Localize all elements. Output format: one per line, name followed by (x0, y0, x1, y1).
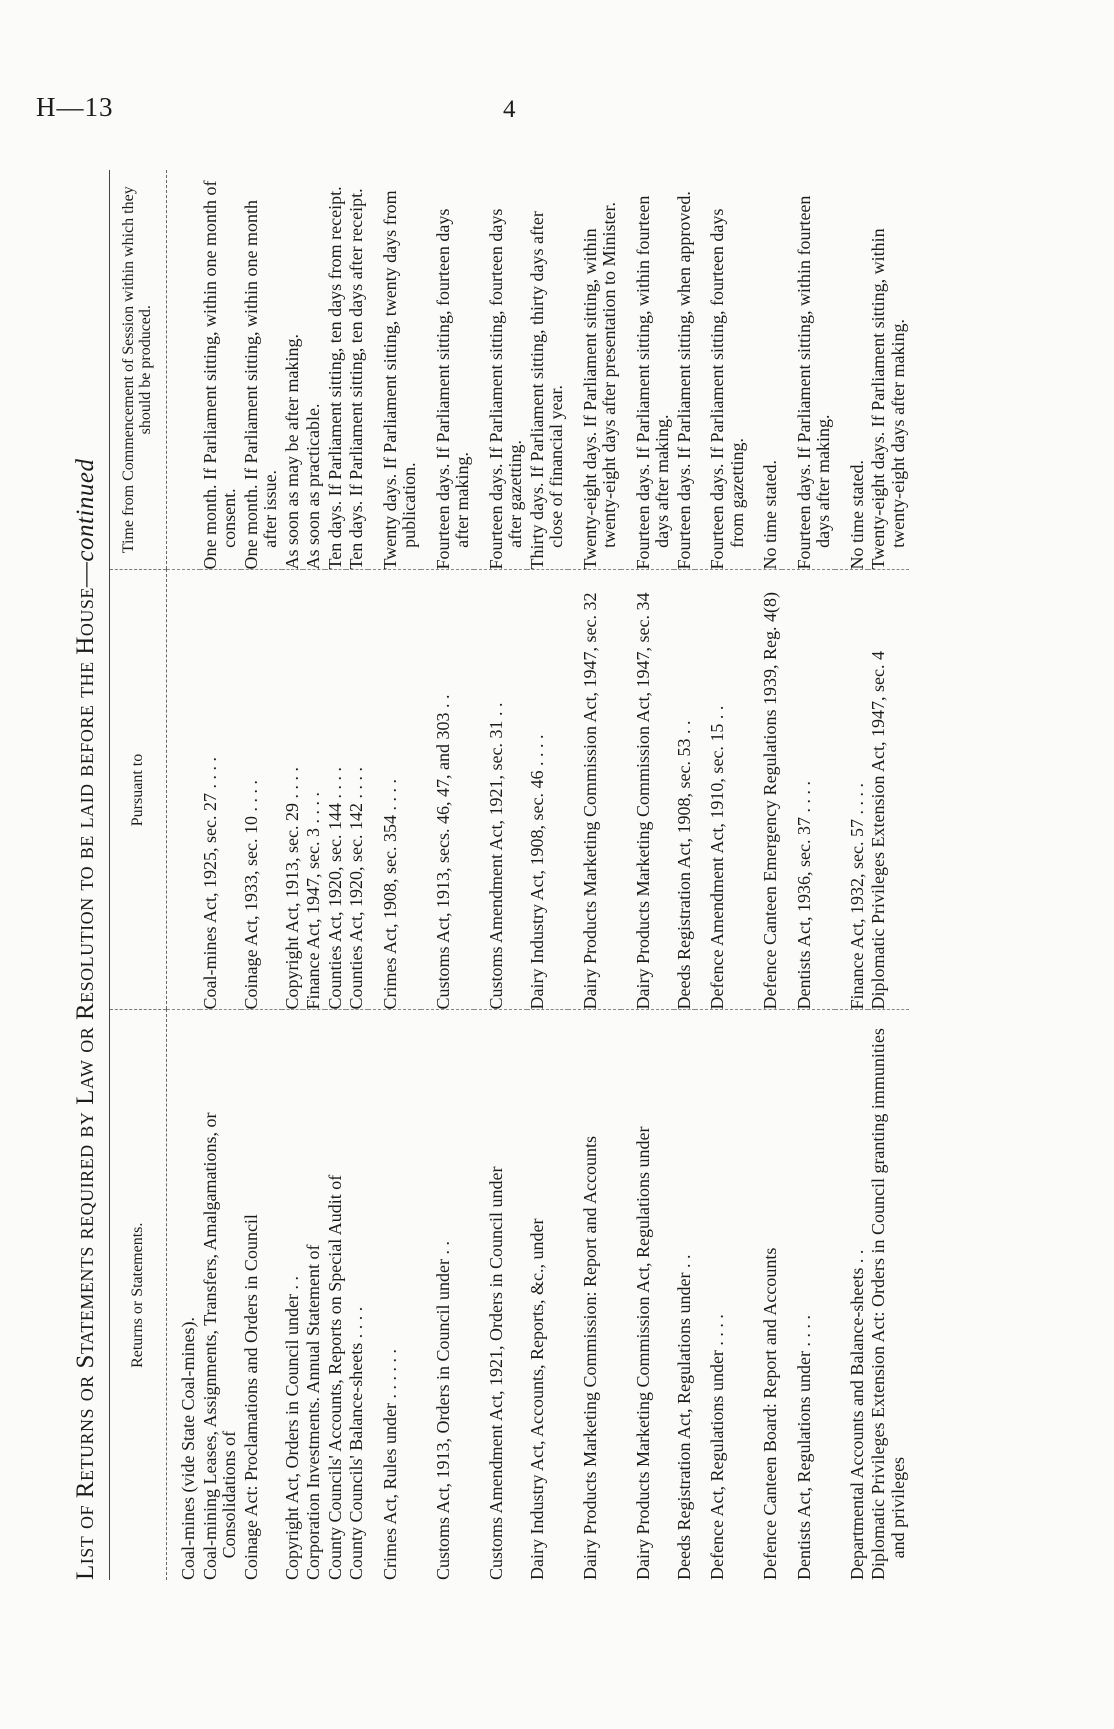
table-row (568, 170, 621, 1580)
table-row (241, 170, 282, 1580)
table-row (835, 170, 869, 1580)
cell-returns: Corporation Investments. Annual Statement of (303, 1244, 323, 1580)
cell-returns: Dairy Industry Act, Accounts, Reports, &c., under (526, 1218, 547, 1580)
cell-time: Twenty-eight days. If Parliament sitting, within twenty-eight days after presentation to Minister. (568, 170, 621, 570)
title-dash: — (72, 561, 99, 588)
cell-pursuant: Copyright Act, 1913, sec. 29 . . . . (282, 570, 304, 1010)
cell-pursuant: Counties Act, 1920, sec. 142 . . . . (346, 570, 368, 1010)
cell-returns: Customs Act, 1913, Orders in Council under . . (432, 1241, 453, 1580)
table-row (695, 170, 748, 1580)
cell-pursuant: Coal-mines Act, 1925, sec. 27 . . . . (200, 570, 241, 1010)
cell-time (167, 170, 200, 570)
table-title-continued: continued (72, 458, 99, 562)
cell-returns: Defence Act, Regulations under . . . . (707, 1314, 727, 1580)
table-title (63, 170, 109, 1580)
table-header-row (110, 170, 167, 1580)
table-row (782, 170, 835, 1580)
rotated-table-block (63, 170, 1033, 1580)
cell-time: Ten days. If Parliament sitting, ten days from receipt. (325, 170, 347, 570)
cell-pursuant: Dentists Act, 1936, sec. 37 . . . . (782, 570, 835, 1010)
cell-pursuant: Dairy Industry Act, 1908, sec. 46 . . . . (527, 570, 568, 1010)
cell-pursuant: Customs Act, 1913, secs. 46, 47, and 303 . . (421, 570, 474, 1010)
cell-time: Twenty-eight days. If Parliament sitting, within twenty-eight days after making. (868, 170, 909, 570)
page-reference: H—13 (36, 92, 114, 122)
cell-time: One month. If Parliament sitting, within one month after issue. (241, 170, 282, 570)
header-pursuant: Pursuant to (110, 570, 167, 1010)
cell-pursuant: Finance Act, 1947, sec. 3 . . . . (303, 570, 325, 1010)
table-row (748, 170, 782, 1580)
table-row (346, 170, 368, 1580)
cell-returns: Crimes Act, Rules under . . . . . . (379, 1349, 400, 1580)
page-number: 4 (503, 96, 516, 123)
table-row (674, 170, 696, 1580)
cell-returns: Customs Amendment Act, 1921, Orders in Council under (485, 1166, 506, 1580)
cell-time: Thirty days. If Parliament sitting, thirty days after close of financial year. (527, 170, 568, 570)
cell-pursuant: Counties Act, 1920, sec. 144 . . . . (325, 570, 347, 1010)
table-row (527, 170, 568, 1580)
table-row (200, 170, 241, 1580)
cell-time: Fourteen days. If Parliament sitting, fourteen days after gazetting. (474, 170, 527, 570)
table-title-main: List of Returns or Statements required by Law or Resolution to be laid before the House (72, 587, 99, 1580)
cell-time: Fourteen days. If Parliament sitting, within fourteen days after making. (782, 170, 835, 570)
cell-time: No time stated. (748, 170, 782, 570)
table-row (421, 170, 474, 1580)
table-row (167, 170, 200, 1580)
cell-returns: Copyright Act, Orders in Council under . . (281, 1276, 302, 1580)
table-row (325, 170, 347, 1580)
returns-table (109, 170, 909, 1580)
cell-time: As soon as may be after making. (282, 170, 304, 570)
cell-returns: Coal-mines (vide State Coal-mines). (178, 1317, 198, 1580)
cell-pursuant: Defence Canteen Emergency Regulations 1939, Reg. 4(8) (748, 570, 782, 1010)
cell-returns: Dairy Products Marketing Commission: Report and Accounts (579, 1136, 600, 1580)
cell-pursuant: Diplomatic Privileges Extension Act, 1947, sec. 4 (868, 570, 909, 1010)
cell-returns: Departmental Accounts and Balance-sheets . . (846, 1249, 867, 1580)
cell-returns: Deeds Registration Act, Regulations under . . (673, 1254, 694, 1580)
table-body (167, 170, 910, 1580)
cell-returns: County Councils' Balance-sheets . . . . (346, 1306, 366, 1580)
cell-pursuant: Finance Act, 1932, sec. 57 . . . . (835, 570, 869, 1010)
cell-pursuant: Crimes Act, 1908, sec. 354 . . . . (368, 570, 421, 1010)
table-row (868, 170, 909, 1580)
table-row (368, 170, 421, 1580)
cell-returns: Coal-mining Leases, Assignments, Transfers, Amalgamations, or Consolidations of (199, 1112, 239, 1580)
cell-returns: Diplomatic Privileges Extension Act: Orders in Council granting immunities and privileges (868, 1028, 908, 1580)
table-row (621, 170, 674, 1580)
cell-pursuant: Defence Amendment Act, 1910, sec. 15 . . (695, 570, 748, 1010)
cell-pursuant: Dairy Products Marketing Commission Act, 1947, sec. 34 (621, 570, 674, 1010)
cell-pursuant: Deeds Registration Act, 1908, sec. 53 . . (674, 570, 696, 1010)
cell-returns: County Councils' Accounts, Reports on Special Audit of (324, 1174, 345, 1580)
cell-time: As soon as practicable. (303, 170, 325, 570)
cell-pursuant (167, 570, 200, 1010)
cell-pursuant: Coinage Act, 1933, sec. 10 . . . . (241, 570, 282, 1010)
cell-time: Fourteen days. If Parliament sitting, when approved. (674, 170, 696, 570)
cell-pursuant: Customs Amendment Act, 1921, sec. 31 . . (474, 570, 527, 1010)
table-row (303, 170, 325, 1580)
cell-time: Fourteen days. If Parliament sitting, within fourteen days after making. (621, 170, 674, 570)
cell-time: Fourteen days. If Parliament sitting, fourteen days after making. (421, 170, 474, 570)
cell-returns: Dairy Products Marketing Commission Act, Regulations under (632, 1126, 653, 1580)
cell-returns: Dentists Act, Regulations under . . . . (793, 1315, 814, 1580)
cell-time: One month. If Parliament sitting, within one month of consent. (200, 170, 241, 570)
table-row (282, 170, 304, 1580)
cell-time: Twenty days. If Parliament sitting, twenty days from publication. (368, 170, 421, 570)
header-time: Time from Commencement of Session within which they should be produced. (110, 170, 167, 570)
table-row (474, 170, 527, 1580)
header-returns: Returns or Statements. (110, 1010, 167, 1580)
cell-returns: Defence Canteen Board: Report and Accounts (760, 1247, 780, 1580)
cell-time: Ten days. If Parliament sitting, ten days after receipt. (346, 170, 368, 570)
cell-returns: Coinage Act: Proclamations and Orders in Council (240, 1214, 261, 1580)
cell-time: No time stated. (835, 170, 869, 570)
cell-time: Fourteen days. If Parliament sitting, fourteen days from gazetting. (695, 170, 748, 570)
cell-pursuant: Dairy Products Marketing Commission Act, 1947, sec. 32 (568, 570, 621, 1010)
